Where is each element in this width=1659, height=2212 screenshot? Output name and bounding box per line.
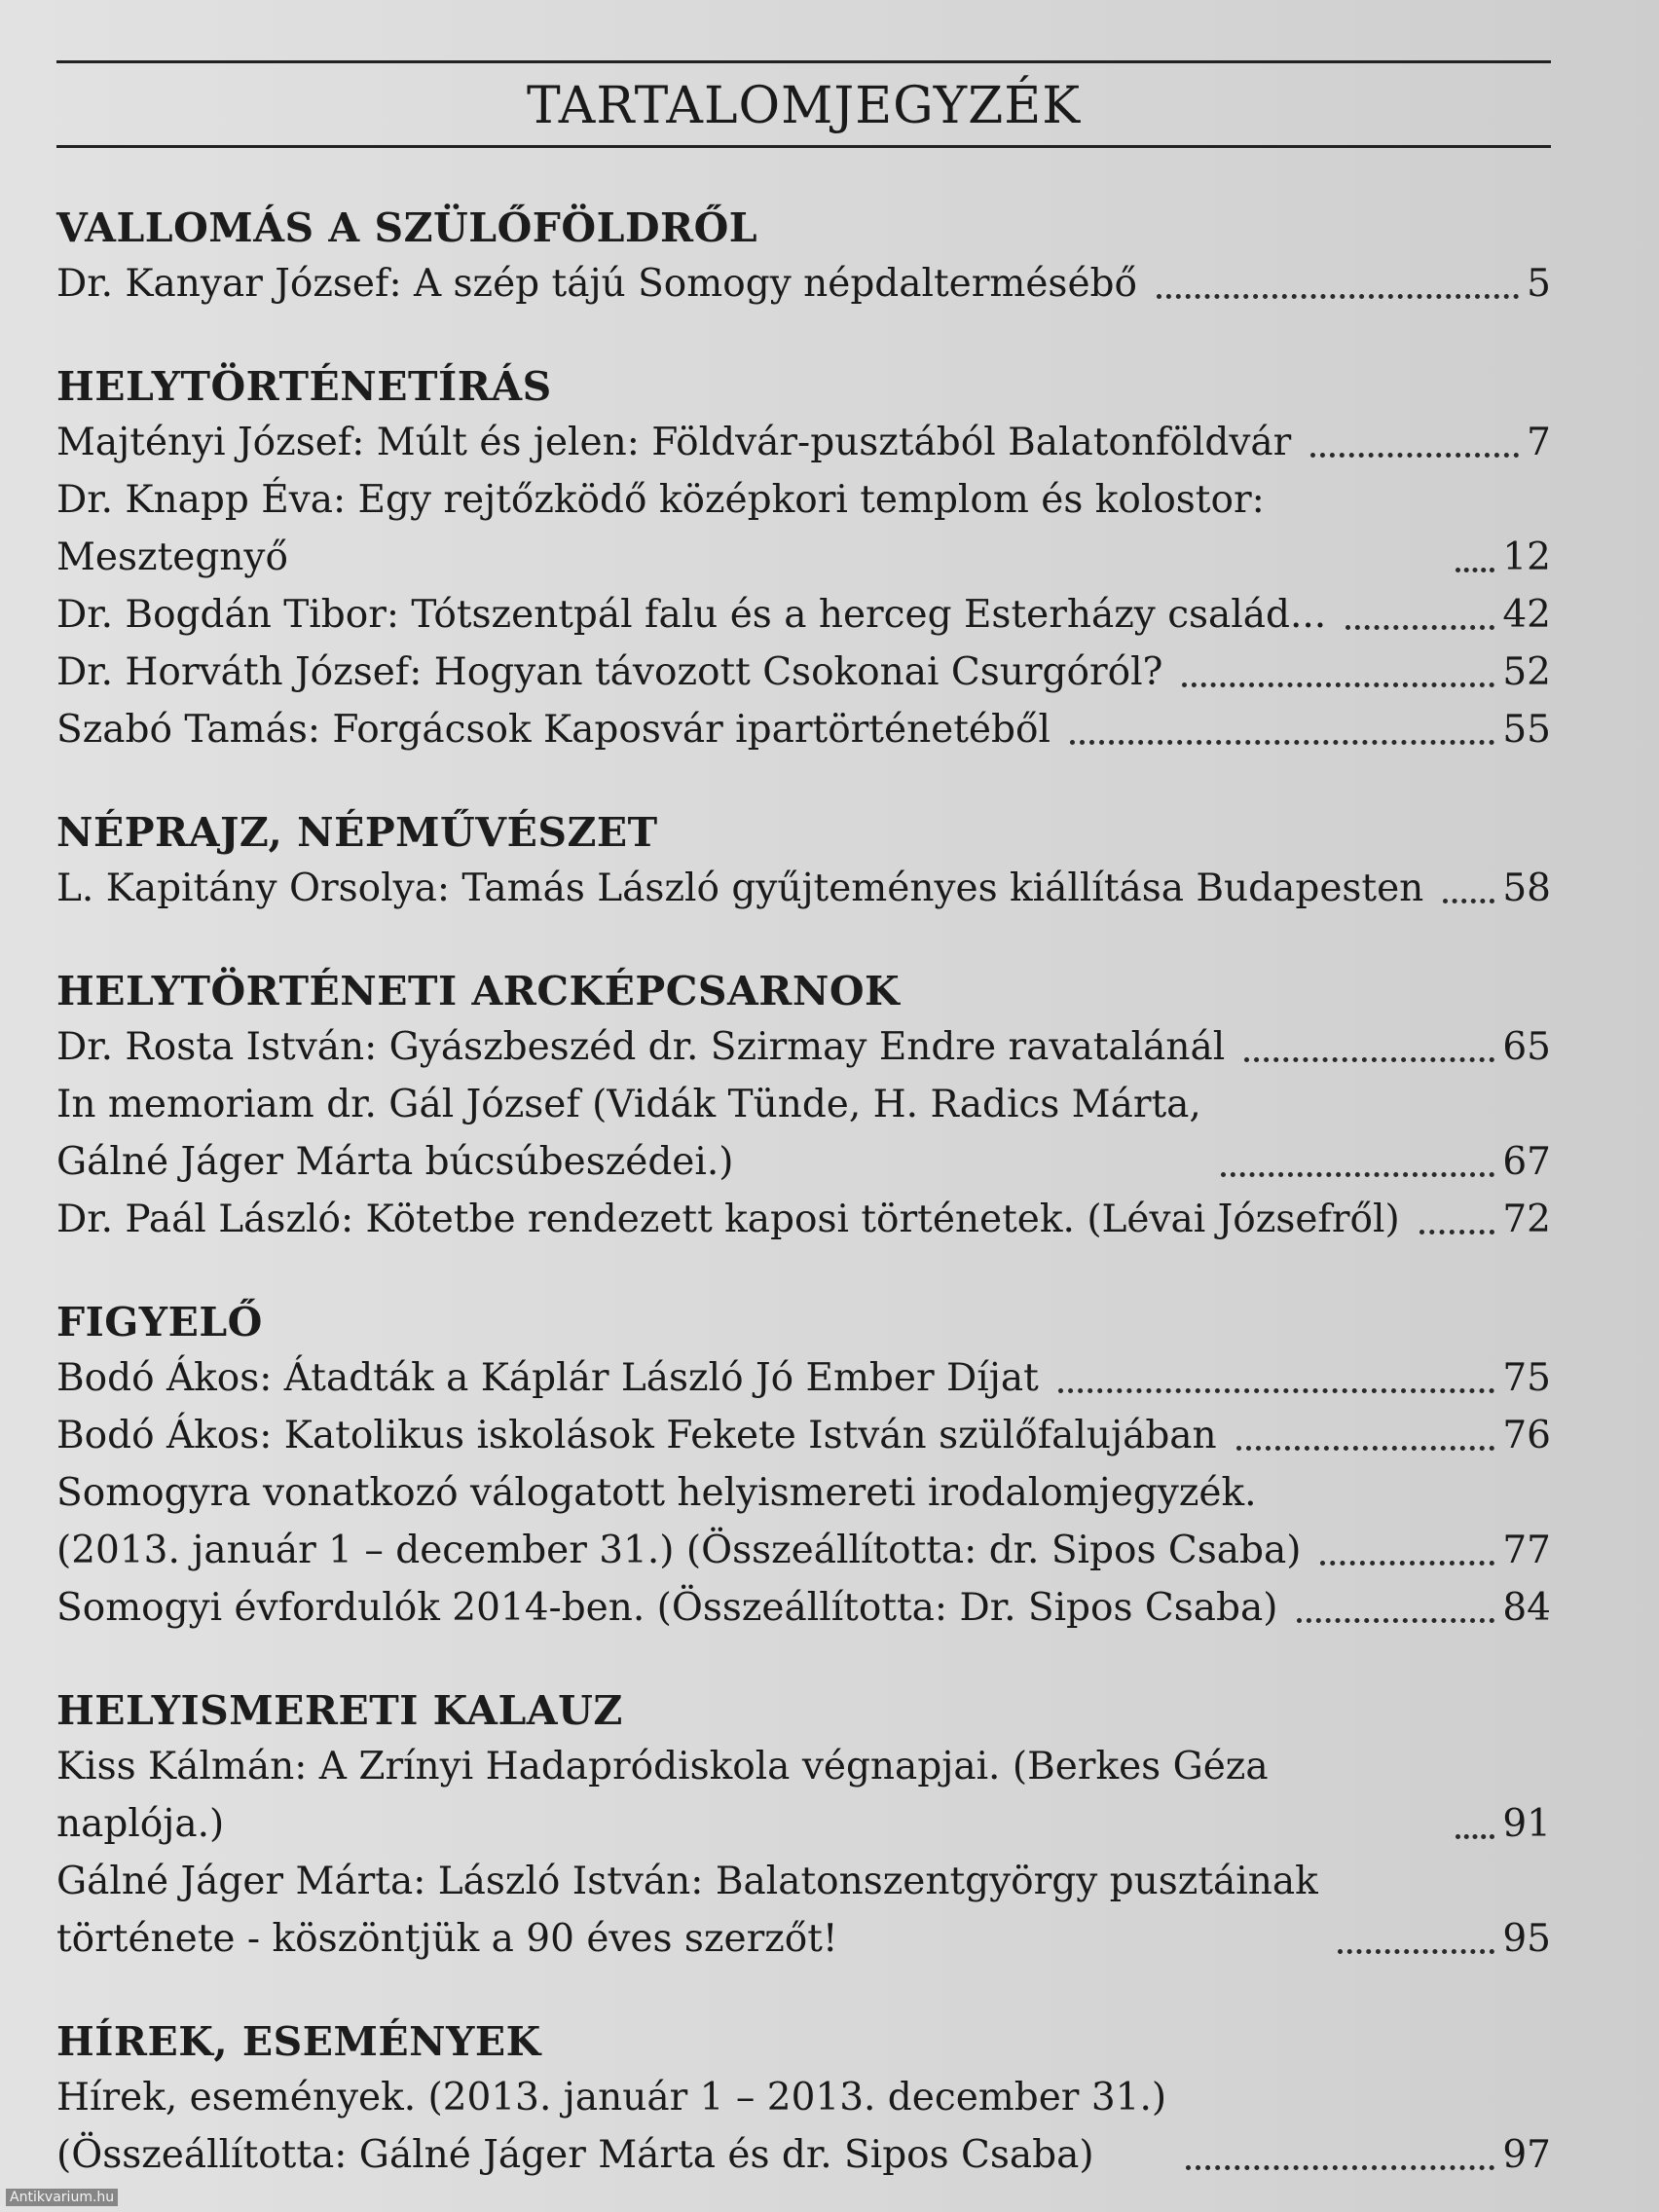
page-number: 65 (1502, 1025, 1551, 1069)
entry-title (56, 701, 1051, 758)
entry-title-line: Dr. Bogdán Tibor: Tótszentpál falu és a herceg Esterházy család... (56, 593, 1327, 637)
entry-title (56, 2069, 1166, 2184)
dot-leader (1070, 740, 1494, 745)
dot-leader (1310, 453, 1519, 458)
toc-entry (56, 1853, 1551, 1968)
toc-section (56, 363, 1551, 758)
entry-title-line: Dr. Paál László: Kötetbe rendezett kaposi történetek. (Lévai Józsefről) (56, 1198, 1400, 1241)
page-number: 76 (1502, 1414, 1551, 1457)
toc-entry (56, 1018, 1551, 1076)
dot-leader (1058, 1388, 1495, 1393)
toc-entry (56, 644, 1551, 701)
entry-title-line: Bodó Ákos: Átadták a Káplár László Jó Ember Díjat (56, 1356, 1039, 1400)
section-heading: NÉPRAJZ, NÉPMŰVÉSZET (56, 809, 658, 856)
page-number: 5 (1527, 262, 1551, 306)
entry-title-line: Gálné Jáger Márta búcsúbeszédei.) (56, 1140, 734, 1184)
entry-title (56, 471, 1436, 586)
dot-leader (1443, 899, 1494, 903)
entry-title (56, 1076, 1201, 1191)
watermark: Antikvarium.hu (6, 2189, 118, 2206)
toc-entry (56, 1407, 1551, 1464)
entry-title-line: Gálné Jáger Márta: László István: Balatonszentgyörgy pusztáinak (56, 1860, 1318, 1903)
toc-entry (56, 255, 1551, 313)
page-number: 91 (1502, 1802, 1551, 1846)
toc-entry (56, 1738, 1551, 1853)
entry-title (56, 1407, 1217, 1464)
toc-entry (56, 414, 1551, 471)
toc-section (56, 809, 1551, 917)
dot-leader (1297, 1618, 1494, 1623)
page-number: 97 (1502, 2133, 1551, 2177)
page-number: 58 (1502, 866, 1551, 910)
entry-title (56, 1853, 1318, 1968)
title-bottom-rule (56, 145, 1551, 148)
entry-title (56, 1191, 1400, 1248)
dot-leader (1186, 2165, 1494, 2170)
toc-entry (56, 1579, 1551, 1637)
entry-title-line: Bodó Ákos: Katolikus iskolások Fekete István szülőfalujában (56, 1414, 1217, 1457)
page-number: 84 (1502, 1586, 1551, 1630)
dot-leader (1221, 1172, 1495, 1177)
toc-section (56, 1299, 1551, 1637)
entry-title-line: Dr. Horváth József: Hogyan távozott Csokonai Csurgóról? (56, 650, 1163, 694)
dot-leader (1236, 1446, 1495, 1451)
entry-title-line: Kiss Kálmán: A Zrínyi Hadapródiskola végnapjai. (Berkes Géza naplója.) (56, 1745, 1269, 1846)
entry-title-line: Szabó Tamás: Forgácsok Kaposvár ipartörténetéből (56, 708, 1051, 752)
toc-sections (56, 204, 1551, 2184)
entry-title (56, 1579, 1277, 1637)
page-number: 42 (1502, 593, 1551, 637)
page-number: 72 (1502, 1198, 1551, 1241)
dot-leader (1419, 1230, 1495, 1235)
entry-title-line: (Összeállította: Gálné Jáger Márta és dr. Sipos Csaba) (56, 2133, 1094, 2177)
page-number: 7 (1527, 421, 1551, 464)
section-heading: HÍREK, ESEMÉNYEK (56, 2018, 541, 2065)
dot-leader (1157, 294, 1519, 299)
page-number: 67 (1502, 1140, 1551, 1184)
page-number: 12 (1502, 535, 1551, 579)
toc-section (56, 2018, 1551, 2184)
toc-section (56, 1687, 1551, 1968)
page-title: TARTALOMJEGYZÉK (526, 77, 1082, 135)
entry-title (56, 644, 1162, 701)
page-number: 77 (1502, 1529, 1551, 1572)
dot-leader (1456, 1834, 1494, 1839)
dot-leader (1182, 682, 1494, 687)
toc-entry (56, 471, 1551, 586)
entry-title-line: Dr. Kanyar József: A szép tájú Somogy népdaltermésébő (56, 262, 1137, 306)
entry-title (56, 255, 1137, 313)
dot-leader (1346, 625, 1494, 630)
dot-leader (1244, 1057, 1494, 1062)
section-heading: HELYTÖRTÉNETÍRÁS (56, 363, 552, 410)
page-number: 55 (1502, 708, 1551, 752)
toc-entry (56, 1191, 1551, 1248)
dot-leader (1456, 568, 1494, 572)
entry-title-line: Dr. Knapp Éva: Egy rejtőzködő középkori templom és kolostor: Mesztegnyő (56, 478, 1265, 579)
entry-title (56, 860, 1423, 917)
section-heading: HELYISMERETI KALAUZ (56, 1687, 623, 1734)
entry-title-line: Dr. Rosta István: Gyászbeszéd dr. Szirmay Endre ravatalánál (56, 1025, 1226, 1069)
section-heading: VALLOMÁS A SZÜLŐFÖLDRŐL (56, 204, 758, 251)
toc-entry (56, 860, 1551, 917)
page-number: 75 (1502, 1356, 1551, 1400)
toc-entry (56, 1349, 1551, 1407)
dot-leader (1320, 1561, 1494, 1566)
entry-title-line: története - köszöntjük a 90 éves szerzőt! (56, 1917, 838, 1961)
toc-section (56, 968, 1551, 1248)
entry-title-line: Somogyi évfordulók 2014-ben. (Összeállította: Dr. Sipos Csaba) (56, 1586, 1278, 1630)
toc-entry (56, 2069, 1551, 2184)
page-number: 95 (1502, 1917, 1551, 1961)
entry-title (56, 1018, 1225, 1076)
section-heading: FIGYELŐ (56, 1299, 263, 1346)
toc-section (56, 204, 1551, 313)
entry-title-line: In memoriam dr. Gál József (Vidák Tünde, H. Radics Márta, (56, 1083, 1201, 1126)
toc-entry (56, 1076, 1551, 1191)
entry-title (56, 1464, 1301, 1579)
entry-title-line: L. Kapitány Orsolya: Tamás László gyűjteményes kiállítása Budapesten (56, 866, 1424, 910)
entry-title-line: Somogyra vonatkozó válogatott helyismereti irodalomjegyzék. (56, 1471, 1257, 1515)
entry-title-line: (2013. január 1 – december 31.) (Összeállította: dr. Sipos Csaba) (56, 1529, 1302, 1572)
toc-entry (56, 701, 1551, 758)
section-heading: HELYTÖRTÉNETI ARCKÉPCSARNOK (56, 968, 901, 1014)
entry-title-line: Majtényi József: Múlt és jelen: Földvár-pusztából Balatonföldvár (56, 421, 1292, 464)
entry-title (56, 1738, 1436, 1853)
toc-entry (56, 1464, 1551, 1579)
entry-title (56, 586, 1326, 644)
entry-title (56, 414, 1291, 471)
toc-page (56, 60, 1551, 2184)
page-number: 52 (1502, 650, 1551, 694)
dot-leader (1338, 1949, 1495, 1954)
toc-entry (56, 586, 1551, 644)
entry-title (56, 1349, 1039, 1407)
entry-title-line: Hírek, események. (2013. január 1 – 2013. december 31.) (56, 2076, 1167, 2120)
